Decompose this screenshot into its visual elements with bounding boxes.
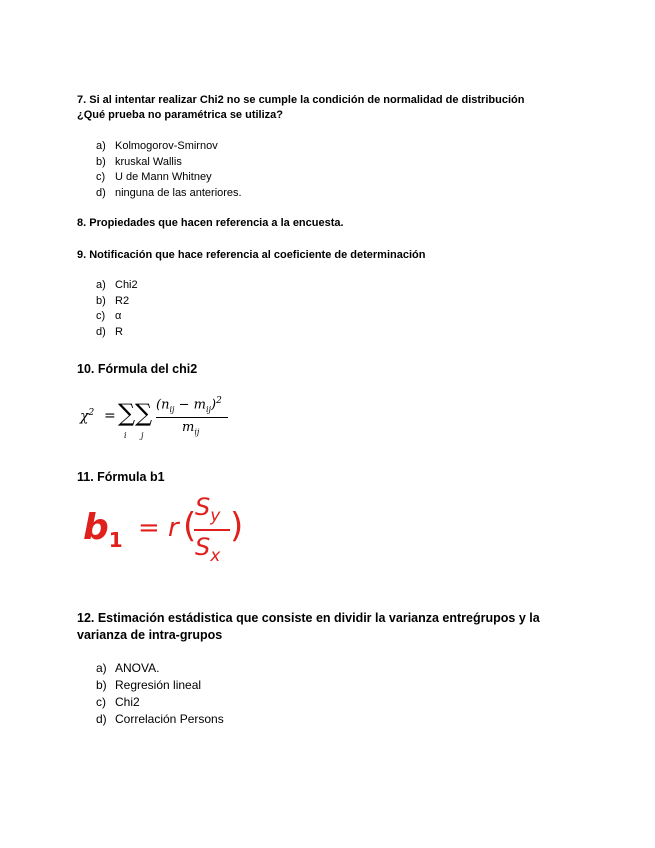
close-paren: ) — [230, 506, 244, 546]
sum-symbol-j: ∑ — [135, 399, 153, 427]
sum-index-j: j — [141, 431, 144, 440]
sum-symbol-i: ∑ — [118, 399, 136, 427]
equals-sign: = — [104, 408, 116, 424]
question-9: 9. Notificación que hace referencia al coeficiente de determinación — [77, 249, 426, 261]
fraction-bar — [156, 417, 228, 418]
option-item: b) kruskal Wallis — [96, 155, 182, 168]
question-7-line-1: 7. Si al intentar realizar Chi2 no se cumple la condición de normalidad de distribución — [77, 94, 525, 106]
sum-index-i: i — [124, 431, 127, 440]
question-12-line-1: 12. Estimación estádistica que consiste en dividir la varianza entreǵrupos y la — [77, 611, 540, 625]
question-8: 8. Propiedades que hacen referencia a la encuesta. — [77, 217, 344, 229]
fraction-denominator: $S_x$ — [195, 533, 221, 566]
option-item: c) α — [96, 310, 122, 322]
equals-r: = r — [138, 513, 179, 543]
option-item: b) R2 — [96, 294, 130, 307]
question-12-line-2: varianza de intra-grupos — [77, 628, 223, 642]
question-7-options — [96, 139, 242, 201]
fraction-numerator: $S_y$ — [195, 493, 221, 526]
question-7 — [77, 93, 524, 123]
question-7-line-2: ¿Qué prueba no paramétrica se utiliza? — [77, 109, 283, 121]
fraction-numerator: $(n_{ij} - m_{ij})^2$ — [156, 396, 222, 414]
fraction-denominator: $m_{ij}$ — [182, 420, 200, 437]
b1-formula — [83, 493, 253, 570]
option-item: a) Kolmogorov-Smirnov — [96, 140, 218, 152]
question-10: 10. Fórmula del chi2 — [77, 362, 198, 376]
question-12-options — [96, 660, 224, 728]
chi-symbol: $\chi^2$ — [80, 408, 95, 425]
question-11: 11. Fórmula b1 — [77, 470, 165, 484]
option-item: b) Regresión lineal — [96, 678, 202, 692]
option-item: c) Chi2 — [96, 695, 140, 709]
option-item: a) Chi2 — [96, 279, 138, 291]
option-item: d) Correlación Persons — [96, 712, 224, 726]
option-item: d) R — [96, 325, 123, 338]
open-paren: ( — [183, 506, 197, 546]
question-9-options — [96, 278, 138, 340]
b-symbol: $b_1$ — [83, 507, 123, 552]
option-item: d) ninguna de las anteriores. — [96, 186, 242, 199]
option-item: a) ANOVA. — [96, 661, 160, 675]
option-item: c) U de Mann Whitney — [96, 171, 212, 183]
chi2-formula — [80, 394, 240, 444]
question-12 — [77, 610, 540, 644]
